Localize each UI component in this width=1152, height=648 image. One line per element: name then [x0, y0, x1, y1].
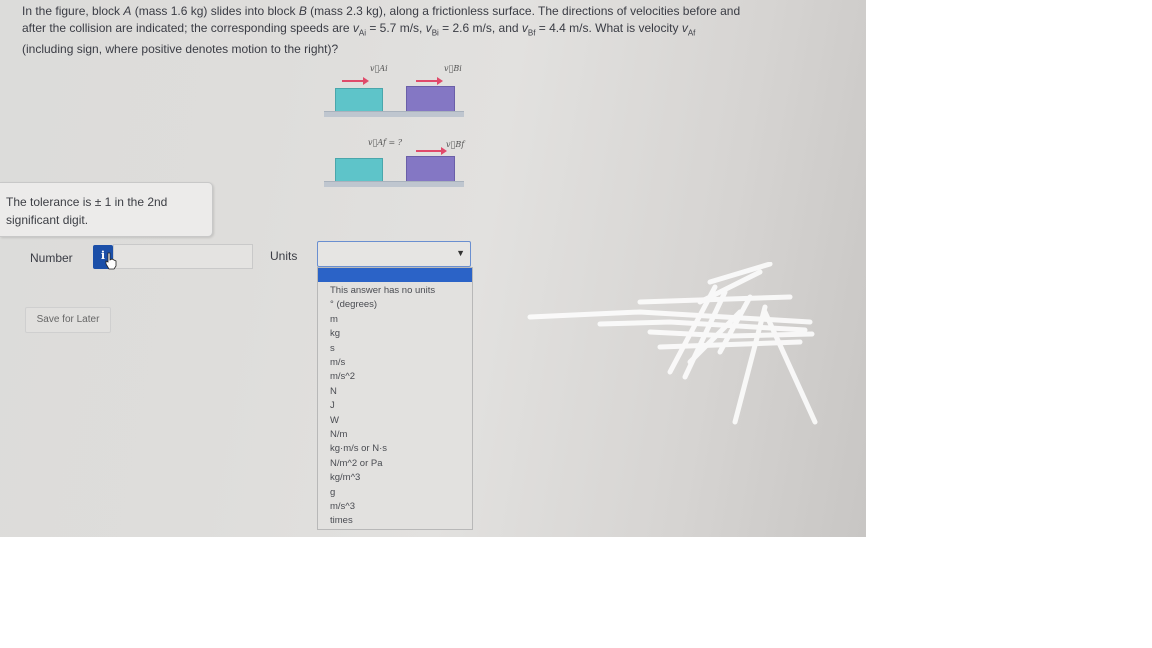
- question-line-2: after the collision are indicated; the corresponding speeds are $v_{Ai} = 5.7$ m/s, $v_{Bi} = 2.6$ m/s, and $v_{Bf} = 4.4$ m/s. What is velocity $v_{Af}$: [22, 21, 696, 38]
- units-option[interactable]: kg/m^3: [330, 472, 361, 484]
- arrow-vbf: [416, 150, 442, 152]
- save-for-later-button[interactable]: Save for Later: [25, 307, 111, 333]
- units-option[interactable]: N/m: [330, 429, 348, 440]
- units-option[interactable]: kg·m/s or N·s: [330, 443, 387, 455]
- units-option[interactable]: m: [330, 313, 338, 325]
- chevron-down-icon: ▼: [456, 248, 465, 258]
- units-option[interactable]: m/s^3: [330, 501, 356, 512]
- label-vai: v⃗Ai: [370, 64, 388, 73]
- tooltip-text: The tolerance is ± 1 in the 2nd significant digit.: [6, 195, 168, 227]
- units-label: Units: [270, 249, 298, 263]
- question-line-1: In the figure, block A (mass 1.6 kg) slides into block B (mass 2.3 kg), along a frictionless surface. The directions of velocities before and: [22, 4, 741, 18]
- number-label: Number: [30, 251, 73, 265]
- units-select[interactable]: [317, 241, 471, 267]
- units-option[interactable]: This answer has no units: [330, 285, 436, 296]
- redaction-scribble: [520, 262, 820, 432]
- arrow-vbi: [416, 80, 438, 82]
- units-option[interactable]: g: [330, 486, 336, 498]
- units-option[interactable]: N: [330, 385, 337, 397]
- units-option[interactable]: times: [330, 515, 353, 527]
- units-option[interactable]: m/s^2: [330, 371, 356, 383]
- units-option[interactable]: s: [330, 342, 335, 354]
- units-option[interactable]: kg: [330, 328, 341, 340]
- track-before: [324, 111, 464, 117]
- hand-cursor-icon: [104, 252, 118, 270]
- units-dropdown-list[interactable]: [317, 267, 473, 530]
- units-option[interactable]: N/m^2 or Pa: [330, 457, 383, 469]
- units-option[interactable]: W: [330, 414, 339, 426]
- block-a-before: [335, 88, 383, 112]
- units-option[interactable]: J: [330, 400, 335, 412]
- arrow-vai: [342, 80, 364, 82]
- block-b-after: [406, 156, 455, 182]
- question-line-3: (including sign, where positive denotes motion to the right)?: [22, 42, 339, 57]
- block-a-after: [335, 158, 383, 182]
- collision-figure: [322, 62, 467, 192]
- units-option[interactable]: m/s: [330, 357, 346, 368]
- units-option[interactable]: ° (degrees): [330, 299, 378, 311]
- track-after: [324, 181, 464, 187]
- block-b-before: [406, 86, 455, 112]
- dropdown-highlighted-option[interactable]: [318, 268, 472, 282]
- label-vbi: v⃗Bi: [444, 64, 462, 73]
- label-vbf: v⃗Bf: [446, 140, 465, 149]
- question-text: [22, 3, 782, 58]
- label-vaf: v⃗Af = ?: [368, 138, 402, 147]
- info-icon[interactable]: i: [93, 245, 113, 269]
- number-input[interactable]: [113, 244, 253, 269]
- tolerance-tooltip: [0, 182, 213, 237]
